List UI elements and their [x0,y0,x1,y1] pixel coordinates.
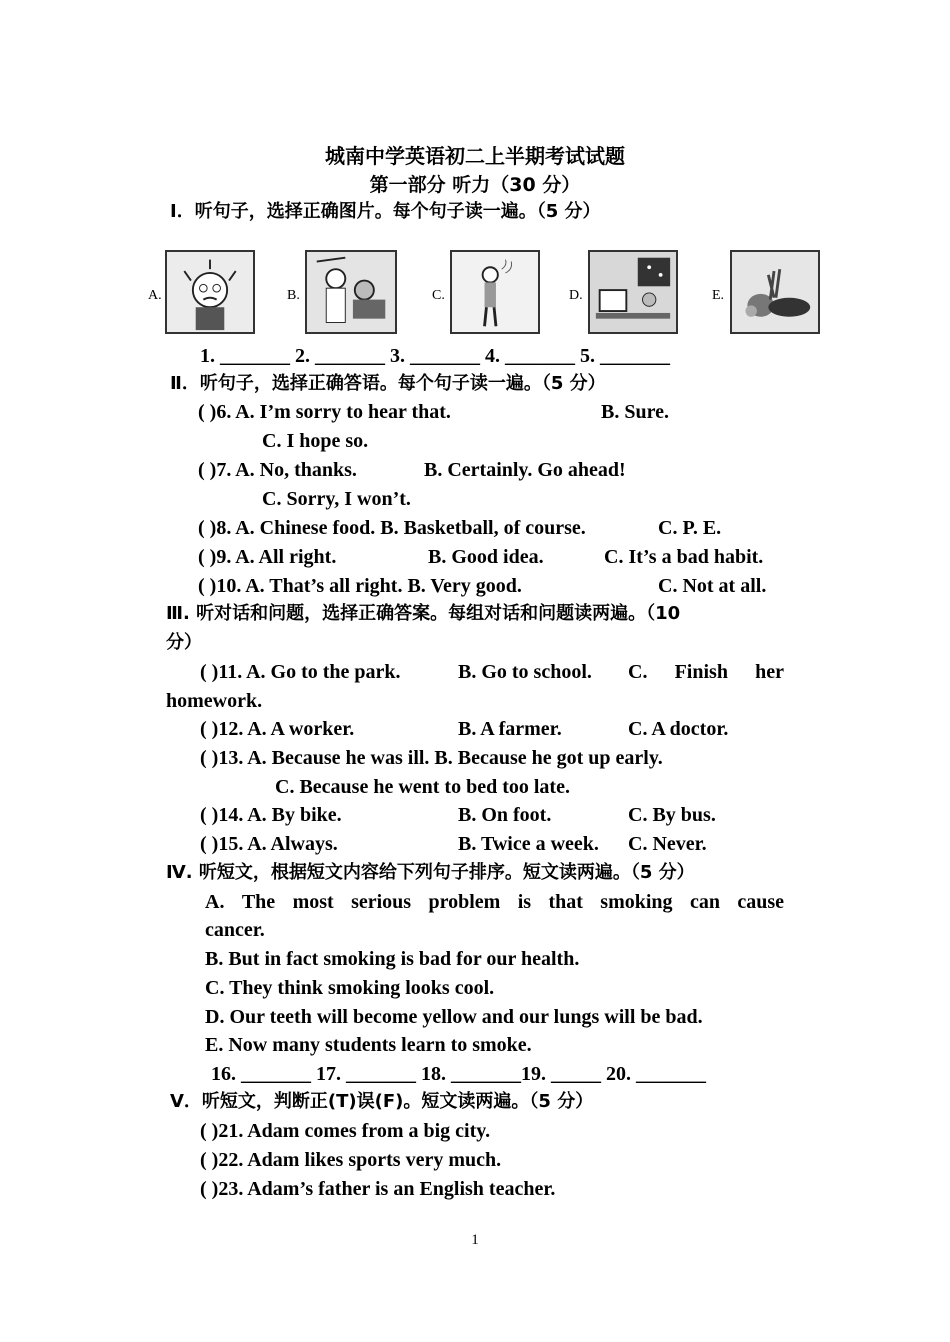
question-12: ( )12. A. A worker. [200,718,355,740]
sentence-d: D. Our teeth will become yellow and our lungs will be bad. [205,1006,703,1028]
section-5-heading: Ⅴ．听短文，判断正(T)误(F)。短文读两遍。（5 分） [170,1091,594,1112]
question-12-option-c: C. A doctor. [628,718,729,740]
picture-label-e: E. [712,288,725,303]
question-23: ( )23. Adam’s father is an English teacher. [200,1178,556,1200]
headache-boy-icon [165,250,255,334]
question-13: ( )13. A. Because he was ill. B. Because he got up early. [200,747,663,769]
section-2-heading: Ⅱ．听句子，选择正确答语。每个句子读一遍。（5 分） [170,373,606,394]
sentence-a-word: is [517,891,532,913]
question-21: ( )21. Adam comes from a big city. [200,1120,491,1142]
picture-label-c: C. [432,288,445,303]
question-9: ( )9. A. All right. [198,546,337,568]
question-10-option-c: C. Not at all. [658,575,767,597]
question-13-option-c: C. Because he went to bed too late. [275,776,570,798]
question-12-option-b: B. A farmer. [458,718,562,740]
question-15-option-c: C. Never. [628,833,707,855]
part-title: 第一部分 听力（30 分） [369,174,581,196]
sentence-e: E. Now many students learn to smoke. [205,1034,532,1056]
section-3-heading: Ⅲ. 听对话和问题，选择正确答案。每组对话和问题读两遍。（10 [166,603,681,624]
question-15: ( )15. A. Always. [200,833,338,855]
question-14: ( )14. A. By bike. [200,804,342,826]
computer-night-icon [588,250,678,334]
sentence-a-word: cause [737,891,784,913]
answer-blanks-1-5: 1. _______ 2. _______ 3. _______ 4. _______ 5. _______ [200,345,670,367]
sentence-a [205,888,784,916]
sentence-a-word: problem [428,891,501,913]
question-11-option-c [628,658,784,686]
sentence-c: C. They think smoking looks cool. [205,977,495,999]
sentence-a-word: that [548,891,583,913]
page-number: 1 [471,1232,479,1248]
question-7-option-b: B. Certainly. Go ahead! [424,459,626,481]
picture-label-d: D. [569,288,583,303]
question-10: ( )10. A. That’s all right. B. Very good. [198,575,522,597]
q11-c-letter: C. [628,661,648,683]
sentence-a-cont: cancer. [205,919,265,941]
sentence-a-word: smoking [600,891,673,913]
section-4-heading: Ⅳ. 听短文，根据短文内容给下列句子排序。短文读两遍。（5 分） [166,862,695,883]
picture-label-b: B. [287,288,300,303]
vegetables-icon [730,250,820,334]
question-9-option-b: B. Good idea. [428,546,544,568]
question-11-option-b: B. Go to school. [458,661,592,683]
question-7-option-c: C. Sorry, I won’t. [262,488,411,510]
section-1-heading: Ⅰ．听句子，选择正确图片。每个句子读一遍。（5 分） [170,201,601,222]
question-22: ( )22. Adam likes sports very much. [200,1149,502,1171]
question-6-option-c: C. I hope so. [262,430,369,452]
question-6-option-b: B. Sure. [601,401,669,423]
question-11: ( )11. A. Go to the park. [200,661,401,683]
question-14-option-c: C. By bus. [628,804,716,826]
q11-c-word2: her [755,661,784,683]
coughing-boy-icon [450,250,540,334]
sentence-a-word: A. [205,891,225,913]
sentence-a-word: can [689,891,720,913]
sentence-b: B. But in fact smoking is bad for our health. [205,948,580,970]
question-8-option-c: C. P. E. [658,517,722,539]
sentence-a-word: most [292,891,334,913]
sentence-a-word: The [241,891,276,913]
question-15-option-b: B. Twice a week. [458,833,599,855]
section-3-heading-cont: 分） [166,632,202,653]
page-title: 城南中学英语初二上半期考试试题 [325,144,625,168]
question-9-option-c: C. It’s a bad habit. [604,546,764,568]
q11-c-word1: Finish [674,661,728,683]
picture-label-a: A. [148,288,162,303]
question-11-option-c-cont: homework. [166,690,263,712]
answer-blanks-16-20: 16. _______ 17. _______ 18. _______19. _____ 20. _______ [211,1063,706,1085]
sentence-a-word: serious [351,891,412,913]
question-8: ( )8. A. Chinese food. B. Basketball, of course. [198,517,586,539]
doctor-patient-icon [305,250,397,334]
question-14-option-b: B. On foot. [458,804,552,826]
question-7: ( )7. A. No, thanks. [198,459,357,481]
question-6: ( )6. A. I’m sorry to hear that. [198,401,451,423]
